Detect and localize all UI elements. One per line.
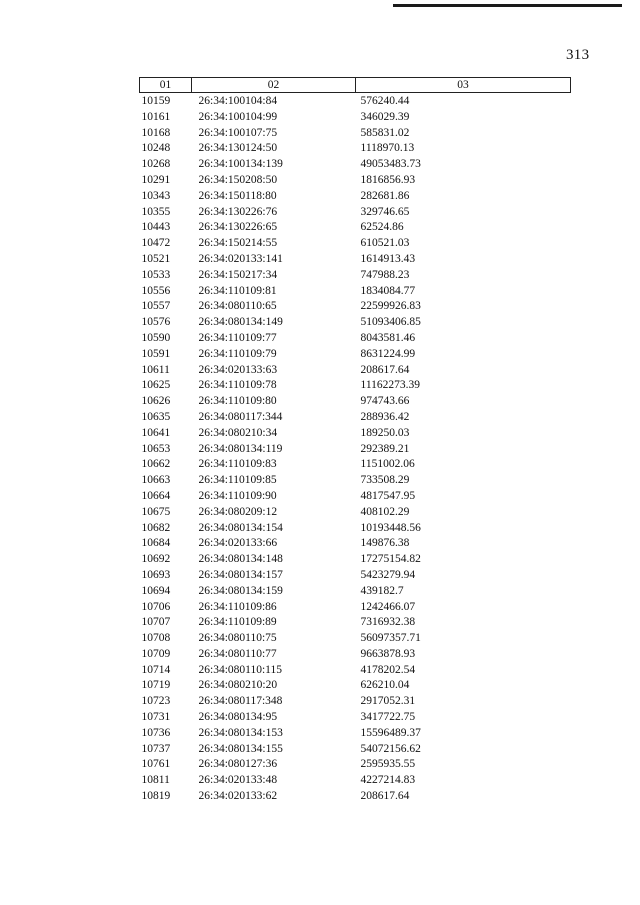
row-id-cell: 10684 <box>141 537 171 550</box>
table-row <box>140 126 571 142</box>
row-id-cell: 10811 <box>141 774 170 787</box>
row-value-cell: 282681.86 <box>360 189 410 202</box>
row-value-cell: 5423279.94 <box>360 568 416 581</box>
table-body <box>140 93 571 805</box>
row-value-cell: 1816856.93 <box>360 173 416 186</box>
row-code-cell: 26:34:080209:12 <box>198 505 278 518</box>
row-code-cell: 26:34:080134:149 <box>198 316 283 329</box>
table-row <box>140 110 571 126</box>
row-id-cell: 10443 <box>141 221 171 234</box>
table-row <box>140 299 571 315</box>
row-value-cell: 4178202.54 <box>360 663 416 676</box>
row-code-cell: 26:34:080117:344 <box>198 410 283 423</box>
row-value-cell: 208617.64 <box>360 363 410 376</box>
table-row <box>140 268 571 284</box>
table-row <box>140 710 571 726</box>
row-value-cell: 576240.44 <box>360 95 410 107</box>
table-row <box>140 552 571 568</box>
table-row <box>140 363 571 379</box>
table-row <box>140 600 571 616</box>
row-code-cell: 26:34:080110:75 <box>198 632 277 645</box>
row-value-cell: 3417722.75 <box>360 711 416 724</box>
row-code-cell: 26:34:020133:62 <box>198 790 278 803</box>
row-code-cell: 26:34:020133:48 <box>198 774 278 787</box>
row-value-cell: 292389.21 <box>360 442 410 455</box>
row-code-cell: 26:34:020133:63 <box>198 363 278 376</box>
row-id-cell: 10591 <box>141 347 171 360</box>
row-id-cell: 10590 <box>141 331 171 344</box>
row-code-cell: 26:34:080210:34 <box>198 426 278 439</box>
row-value-cell: 208617.64 <box>360 790 410 803</box>
row-value-cell: 4227214.83 <box>360 774 416 787</box>
row-id-cell: 10611 <box>141 363 170 376</box>
row-code-cell: 26:34:130226:65 <box>198 221 278 234</box>
row-value-cell: 610521.03 <box>360 237 410 250</box>
table-row <box>140 615 571 631</box>
row-code-cell: 26:34:020133:141 <box>198 252 283 265</box>
table-row <box>140 742 571 758</box>
row-id-cell: 10557 <box>141 300 171 313</box>
row-value-cell: 22599926.83 <box>360 300 421 313</box>
row-value-cell: 585831.02 <box>360 126 410 139</box>
row-code-cell: 26:34:080127:36 <box>198 758 278 771</box>
row-id-cell: 10719 <box>141 679 171 692</box>
row-value-cell: 346029.39 <box>360 110 410 123</box>
row-id-cell: 10248 <box>141 142 171 155</box>
row-id-cell: 10664 <box>141 489 171 502</box>
row-code-cell: 26:34:100107:75 <box>198 126 278 139</box>
row-value-cell: 15596489.37 <box>360 726 421 739</box>
row-id-cell: 10706 <box>141 600 171 613</box>
row-id-cell: 10355 <box>141 205 171 218</box>
row-id-cell: 10291 <box>141 173 171 186</box>
row-id-cell: 10714 <box>141 663 171 676</box>
row-code-cell: 26:34:080134:95 <box>198 711 278 724</box>
row-id-cell: 10663 <box>141 474 171 487</box>
row-code-cell: 26:34:130124:50 <box>198 142 278 155</box>
table-row <box>140 505 571 521</box>
table-row <box>140 442 571 458</box>
row-id-cell: 10268 <box>141 158 171 171</box>
row-code-cell: 26:34:110109:77 <box>198 331 277 344</box>
row-id-cell: 10675 <box>141 505 171 518</box>
table-row <box>140 157 571 173</box>
row-code-cell: 26:34:110109:90 <box>198 489 277 502</box>
row-id-cell: 10819 <box>141 790 171 803</box>
row-value-cell: 329746.65 <box>360 205 410 218</box>
row-value-cell: 408102.29 <box>360 505 410 518</box>
table-row <box>140 536 571 552</box>
row-id-cell: 10556 <box>141 284 171 297</box>
table-row <box>140 410 571 426</box>
row-code-cell: 26:34:150214:55 <box>198 237 278 250</box>
row-code-cell: 26:34:100104:84 <box>198 95 278 107</box>
row-value-cell: 733508.29 <box>360 474 410 487</box>
row-value-cell: 54072156.62 <box>360 742 421 755</box>
row-id-cell: 10472 <box>141 237 171 250</box>
row-value-cell: 62524.86 <box>360 221 404 234</box>
row-id-cell: 10761 <box>141 758 171 771</box>
row-code-cell: 26:34:110109:80 <box>198 395 277 408</box>
row-code-cell: 26:34:150217:34 <box>198 268 278 281</box>
row-value-cell: 10193448.56 <box>360 521 421 534</box>
row-value-cell: 149876.38 <box>360 537 410 550</box>
column-header-03: 03 <box>356 78 571 93</box>
table-row <box>140 568 571 584</box>
row-id-cell: 10736 <box>141 726 171 739</box>
table-row <box>140 331 571 347</box>
row-code-cell: 26:34:100104:99 <box>198 110 278 123</box>
row-id-cell: 10343 <box>141 189 171 202</box>
row-code-cell: 26:34:100134:139 <box>198 158 283 171</box>
table-row <box>140 757 571 773</box>
row-id-cell: 10533 <box>141 268 171 281</box>
row-value-cell: 8631224.99 <box>360 347 416 360</box>
row-id-cell: 10635 <box>141 410 171 423</box>
table-row <box>140 678 571 694</box>
row-value-cell: 17275154.82 <box>360 553 421 566</box>
row-code-cell: 26:34:020133:66 <box>198 537 278 550</box>
row-value-cell: 974743.66 <box>360 395 410 408</box>
table-row <box>140 220 571 236</box>
row-value-cell: 56097357.71 <box>360 632 421 645</box>
row-value-cell: 1118970.13 <box>360 142 415 155</box>
table-row <box>140 378 571 394</box>
table-row <box>140 584 571 600</box>
row-code-cell: 26:34:080134:148 <box>198 553 283 566</box>
row-value-cell: 1242466.07 <box>360 600 416 613</box>
row-code-cell: 26:34:080134:153 <box>198 726 283 739</box>
table-row <box>140 457 571 473</box>
row-value-cell: 189250.03 <box>360 426 410 439</box>
row-code-cell: 26:34:080134:154 <box>198 521 283 534</box>
row-code-cell: 26:34:110109:79 <box>198 347 277 360</box>
table-row <box>140 631 571 647</box>
row-code-cell: 26:34:080134:155 <box>198 742 283 755</box>
row-code-cell: 26:34:080134:159 <box>198 584 283 597</box>
table-row <box>140 426 571 442</box>
row-value-cell: 8043581.46 <box>360 331 416 344</box>
row-value-cell: 1151002.06 <box>360 458 415 471</box>
row-id-cell: 10161 <box>141 110 171 123</box>
table-row <box>140 252 571 268</box>
row-id-cell: 10662 <box>141 458 171 471</box>
table-row <box>140 647 571 663</box>
row-id-cell: 10682 <box>141 521 171 534</box>
row-code-cell: 26:34:080134:157 <box>198 568 283 581</box>
row-code-cell: 26:34:110109:83 <box>198 458 277 471</box>
row-value-cell: 1834084.77 <box>360 284 416 297</box>
row-id-cell: 10625 <box>141 379 171 392</box>
table-row <box>140 726 571 742</box>
row-id-cell: 10731 <box>141 711 171 724</box>
row-value-cell: 439182.7 <box>360 584 404 597</box>
table-row <box>140 93 571 110</box>
row-value-cell: 1614913.43 <box>360 252 416 265</box>
row-value-cell: 7316932.38 <box>360 616 416 629</box>
table-row <box>140 394 571 410</box>
table-row <box>140 521 571 537</box>
row-id-cell: 10576 <box>141 316 171 329</box>
table-row <box>140 315 571 331</box>
row-id-cell: 10653 <box>141 442 171 455</box>
row-code-cell: 26:34:110109:81 <box>198 284 277 297</box>
row-id-cell: 10708 <box>141 632 171 645</box>
row-code-cell: 26:34:150208:50 <box>198 173 278 186</box>
row-code-cell: 26:34:130226:76 <box>198 205 278 218</box>
header-rule <box>393 4 622 7</box>
row-value-cell: 2917052.31 <box>360 695 416 708</box>
data-table <box>139 77 571 805</box>
row-code-cell: 26:34:110109:86 <box>198 600 277 613</box>
row-id-cell: 10707 <box>141 616 171 629</box>
table-row <box>140 189 571 205</box>
row-value-cell: 747988.23 <box>360 268 410 281</box>
table-row <box>140 236 571 252</box>
row-code-cell: 26:34:110109:89 <box>198 616 277 629</box>
row-id-cell: 10723 <box>141 695 171 708</box>
table-row <box>140 284 571 300</box>
row-value-cell: 288936.42 <box>360 410 410 423</box>
row-code-cell: 26:34:080210:20 <box>198 679 278 692</box>
row-id-cell: 10159 <box>141 95 171 107</box>
row-id-cell: 10692 <box>141 553 171 566</box>
row-code-cell: 26:34:080110:77 <box>198 647 277 660</box>
row-id-cell: 10694 <box>141 584 171 597</box>
row-code-cell: 26:34:110109:78 <box>198 379 277 392</box>
row-value-cell: 49053483.73 <box>360 158 421 171</box>
table-row <box>140 489 571 505</box>
row-code-cell: 26:34:080110:65 <box>198 300 277 313</box>
row-id-cell: 10168 <box>141 126 171 139</box>
column-header-02: 02 <box>192 78 356 93</box>
row-id-cell: 10693 <box>141 568 171 581</box>
table-row <box>140 347 571 363</box>
table-row <box>140 789 571 805</box>
row-code-cell: 26:34:150118:80 <box>198 189 277 202</box>
row-code-cell: 26:34:110109:85 <box>198 474 277 487</box>
row-id-cell: 10641 <box>141 426 171 439</box>
row-value-cell: 51093406.85 <box>360 316 421 329</box>
row-code-cell: 26:34:080134:119 <box>198 442 283 455</box>
column-header-01: 01 <box>140 78 192 93</box>
table-row <box>140 173 571 189</box>
row-id-cell: 10521 <box>141 252 171 265</box>
row-code-cell: 26:34:080110:115 <box>198 663 282 676</box>
row-value-cell: 9663878.93 <box>360 647 416 660</box>
table-row <box>140 205 571 221</box>
table-row <box>140 663 571 679</box>
page-number: 313 <box>566 47 590 63</box>
row-id-cell: 10737 <box>141 742 171 755</box>
table-header-row <box>140 78 571 93</box>
row-value-cell: 626210.04 <box>360 679 410 692</box>
row-value-cell: 2595935.55 <box>360 758 416 771</box>
table-row <box>140 773 571 789</box>
row-id-cell: 10709 <box>141 647 171 660</box>
row-code-cell: 26:34:080117:348 <box>198 695 283 708</box>
row-id-cell: 10626 <box>141 395 171 408</box>
table-row <box>140 694 571 710</box>
row-value-cell: 11162273.39 <box>360 379 421 392</box>
table-row <box>140 141 571 157</box>
table-row <box>140 473 571 489</box>
row-value-cell: 4817547.95 <box>360 489 416 502</box>
